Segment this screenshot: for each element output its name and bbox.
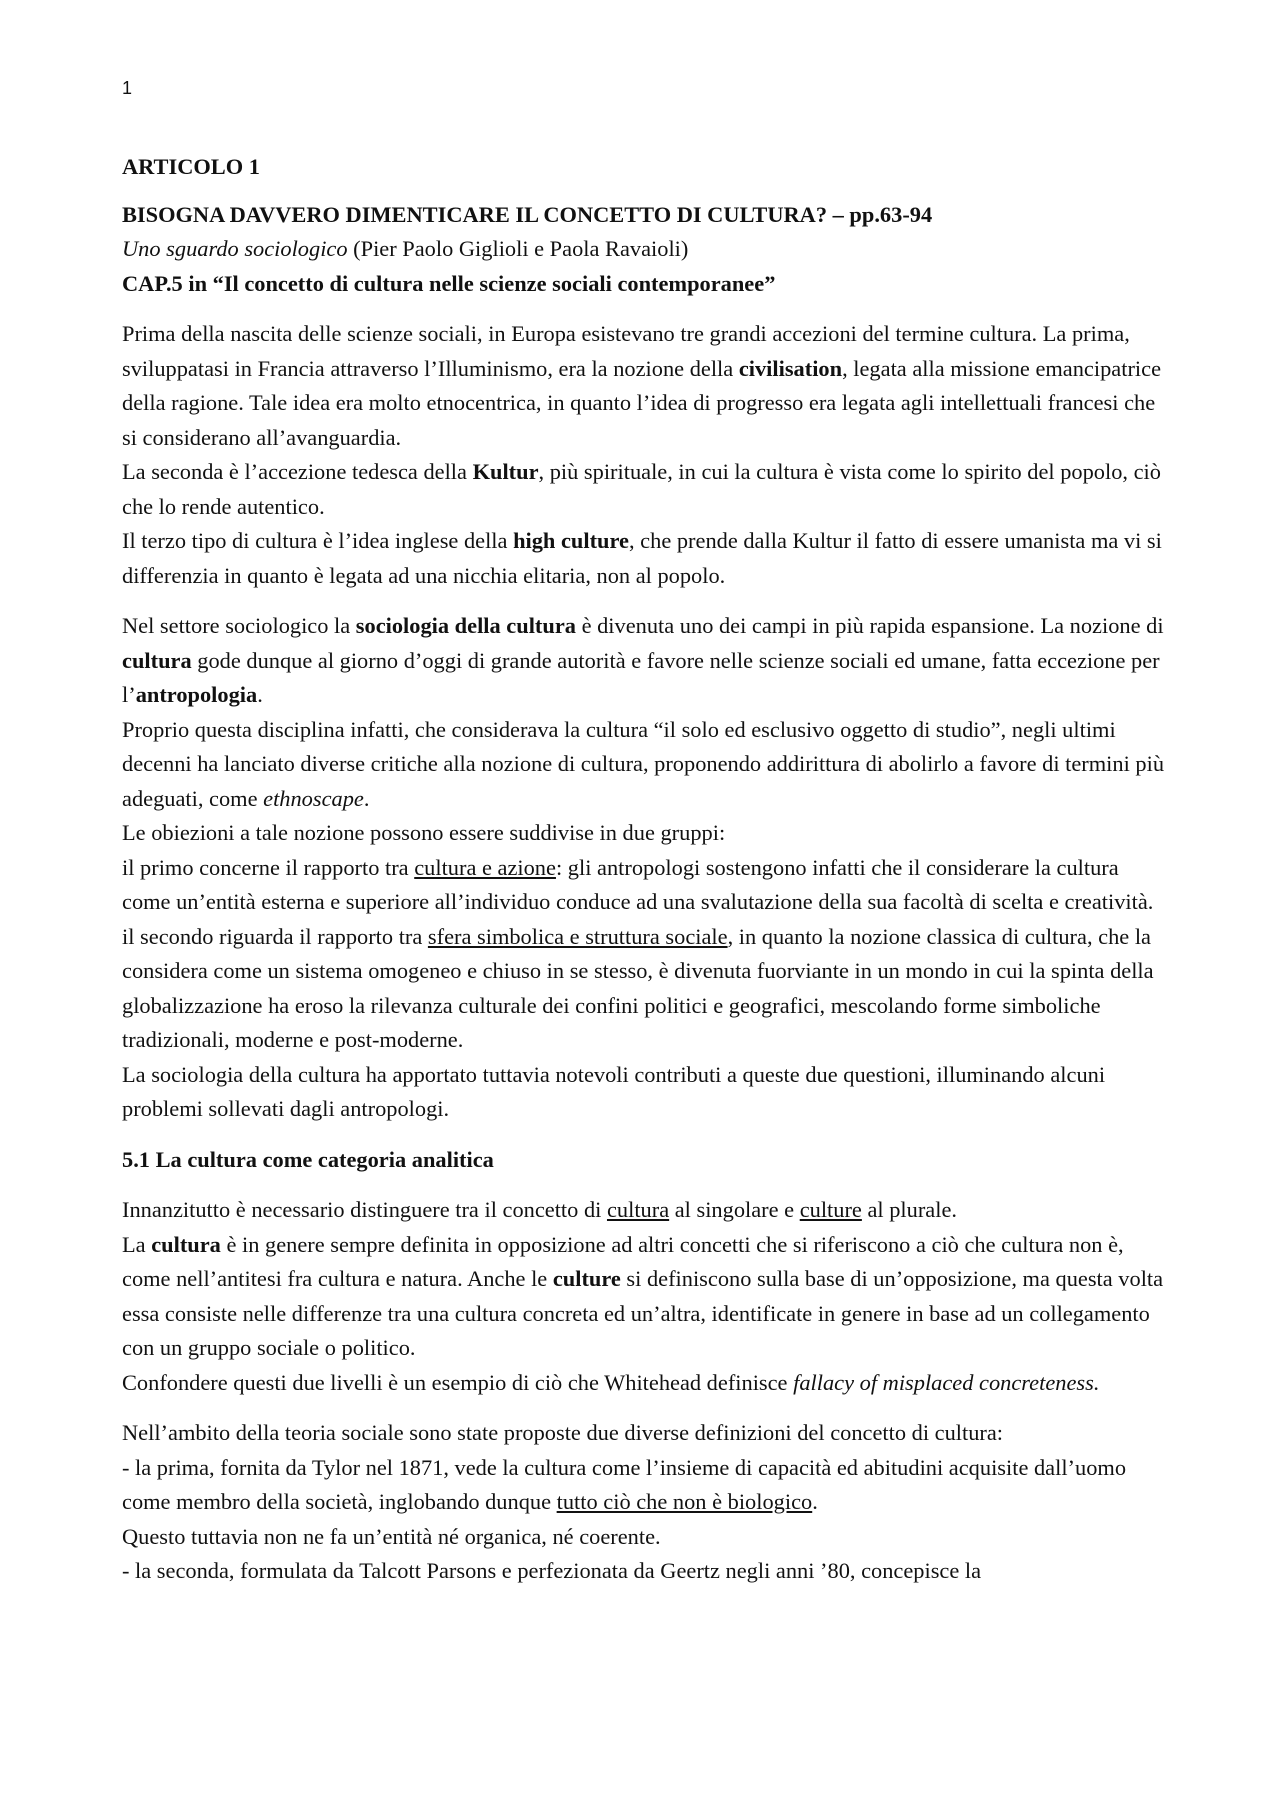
- term-kultur: Kultur: [472, 459, 539, 484]
- chapter-heading: CAP.5 in “Il concetto di cultura nelle scienze sociali contemporanee”: [122, 270, 776, 296]
- sociology-paragraph-2: Proprio questa disciplina infatti, che considerava la cultura “il solo ed esclusivo oggetto di studio”, negli ultimi decenni ha lanciato diverse critiche alla nozione di cultura, proponendo addirittura di abolirlo a favore di termini più adeguati, come ethnoscape.: [122, 716, 1165, 811]
- article-heading: ARTICOLO 1: [122, 154, 260, 179]
- section-paragraph-1: Innanzitutto è necessario distinguere tra il concetto di cultura al singolare e culture al plurale.: [122, 1197, 957, 1222]
- section-paragraph-6: Questo tuttavia non ne fa un’entità né organica, né coerente.: [122, 1523, 661, 1549]
- term-sfera-simbolica: sfera simbolica e struttura sociale: [427, 923, 728, 949]
- intro-paragraph-3: Il terzo tipo di cultura è l’idea inglese della high culture, che prende dalla Kultur il fatto di essere umanista ma vi si differenzia in quanto è legata ad una nicchia elitaria, non al popolo.: [122, 528, 1162, 588]
- term-cultura-singolare: cultura: [606, 1197, 670, 1222]
- section-paragraph-5: - la prima, fornita da Tylor nel 1871, vede la cultura come l’insieme di capacità ed abitudini acquisite dall’uomo come membro della società, inglobando dunque tutto ciò che non è biologico.: [122, 1454, 1127, 1514]
- sociology-paragraph-5: il secondo riguarda il rapporto tra sfera simbolica e struttura sociale, in quanto la nozione classica di cultura, che la considera come un sistema omogeneo e chiuso in se stesso, è divenuta fuorviante in un mondo in cui la spinta della globalizzazione ha eroso la rilevanza culturale dei confini politici e geografici, mescolando forme simboliche tradizionali, moderne e post-moderne.: [122, 923, 1154, 1052]
- term-ethnoscape: ethnoscape: [263, 785, 364, 811]
- term-cultura-e-azione: cultura e azione: [414, 854, 556, 880]
- section-heading: 5.1 La cultura come categoria analitica: [122, 1146, 494, 1172]
- source-line: [122, 232, 1172, 267]
- sociology-paragraph-3: Le obiezioni a tale nozione possono essere suddivise in due gruppi:: [122, 820, 726, 845]
- term-antropologia: antropologia: [135, 682, 258, 707]
- term-civilisation: civilisation: [738, 355, 843, 381]
- term-fallacy: fallacy of misplaced concreteness.: [793, 1369, 1100, 1395]
- page-number: 1: [122, 78, 133, 98]
- term-high-culture: high culture: [513, 528, 629, 553]
- section-paragraph-3: Confondere questi due livelli è un esempio di ciò che Whitehead definisce fallacy of misplaced concreteness.: [122, 1369, 1100, 1395]
- sociology-paragraph-1: Nel settore sociologico la sociologia della cultura è divenuta uno dei campi in più rapida espansione. La nozione di cultura gode dunque al giorno d’oggi di grande autorità e favore nelle scienze sociali ed umane, fatta eccezione per l’antropologia.: [122, 613, 1164, 707]
- source-authors: (Pier Paolo Giglioli e Paola Ravaioli): [347, 236, 689, 261]
- term-culture-bold: culture: [552, 1266, 621, 1291]
- section-paragraph-4: Nell’ambito della teoria sociale sono state proposte due diverse definizioni del concetto di cultura:: [122, 1420, 1004, 1445]
- intro-paragraph-2: La seconda è l’accezione tedesca della Kultur, più spirituale, in cui la cultura è vista come lo spirito del popolo, ciò che lo rende autentico.: [122, 459, 1161, 519]
- sociology-paragraph-6: La sociologia della cultura ha apportato tuttavia notevoli contributi a queste due questioni, illuminando alcuni problemi sollevati dagli antropologi.: [122, 1061, 1106, 1121]
- term-sociologia-della-cultura: sociologia della cultura: [355, 613, 576, 638]
- term-non-biologico: tutto ciò che non è biologico: [556, 1489, 813, 1514]
- source-book: Uno sguardo sociologico: [122, 236, 348, 261]
- term-culture-plurale: culture: [799, 1197, 862, 1222]
- sociology-paragraph-4: il primo concerne il rapporto tra cultura e azione: gli antropologi sostengono infatti che il considerare la cultura come un’entità esterna e superiore all’individuo conduce ad una svalutazione della sua facoltà di scelta e creatività.: [122, 854, 1154, 914]
- intro-paragraph-1: Prima della nascita delle scienze sociali, in Europa esistevano tre grandi accezioni del termine cultura. La prima, sviluppatasi in Francia attraverso l’Illuminismo, era la nozione della civilisation, legata alla missione emancipatrice della ragione. Tale idea era molto etnocentrica, in quanto l’idea di progresso era legata agli intellettuali francesi che si considerano all’avanguardia.: [122, 321, 1162, 450]
- term-cultura: cultura: [122, 647, 192, 673]
- document-body: [122, 150, 1172, 1589]
- section-paragraph-7: - la seconda, formulata da Talcott Parsons e perfezionata da Geertz negli anni ’80, concepisce la: [122, 1558, 982, 1583]
- document-title: BISOGNA DAVVERO DIMENTICARE IL CONCETTO DI CULTURA? – pp.63-94: [122, 201, 933, 227]
- term-cultura-bold: cultura: [151, 1231, 221, 1257]
- section-paragraph-2: La cultura è in genere sempre definita in opposizione ad altri concetti che si riferiscono a ciò che cultura non è, come nell’antitesi fra cultura e natura. Anche le culture si definiscono sulla base di un’opposizione, ma questa volta essa consiste nelle differenze tra una cultura concreta ed un’altra, identificate in genere in base ad un collegamento con un gruppo sociale o politico.: [122, 1231, 1164, 1360]
